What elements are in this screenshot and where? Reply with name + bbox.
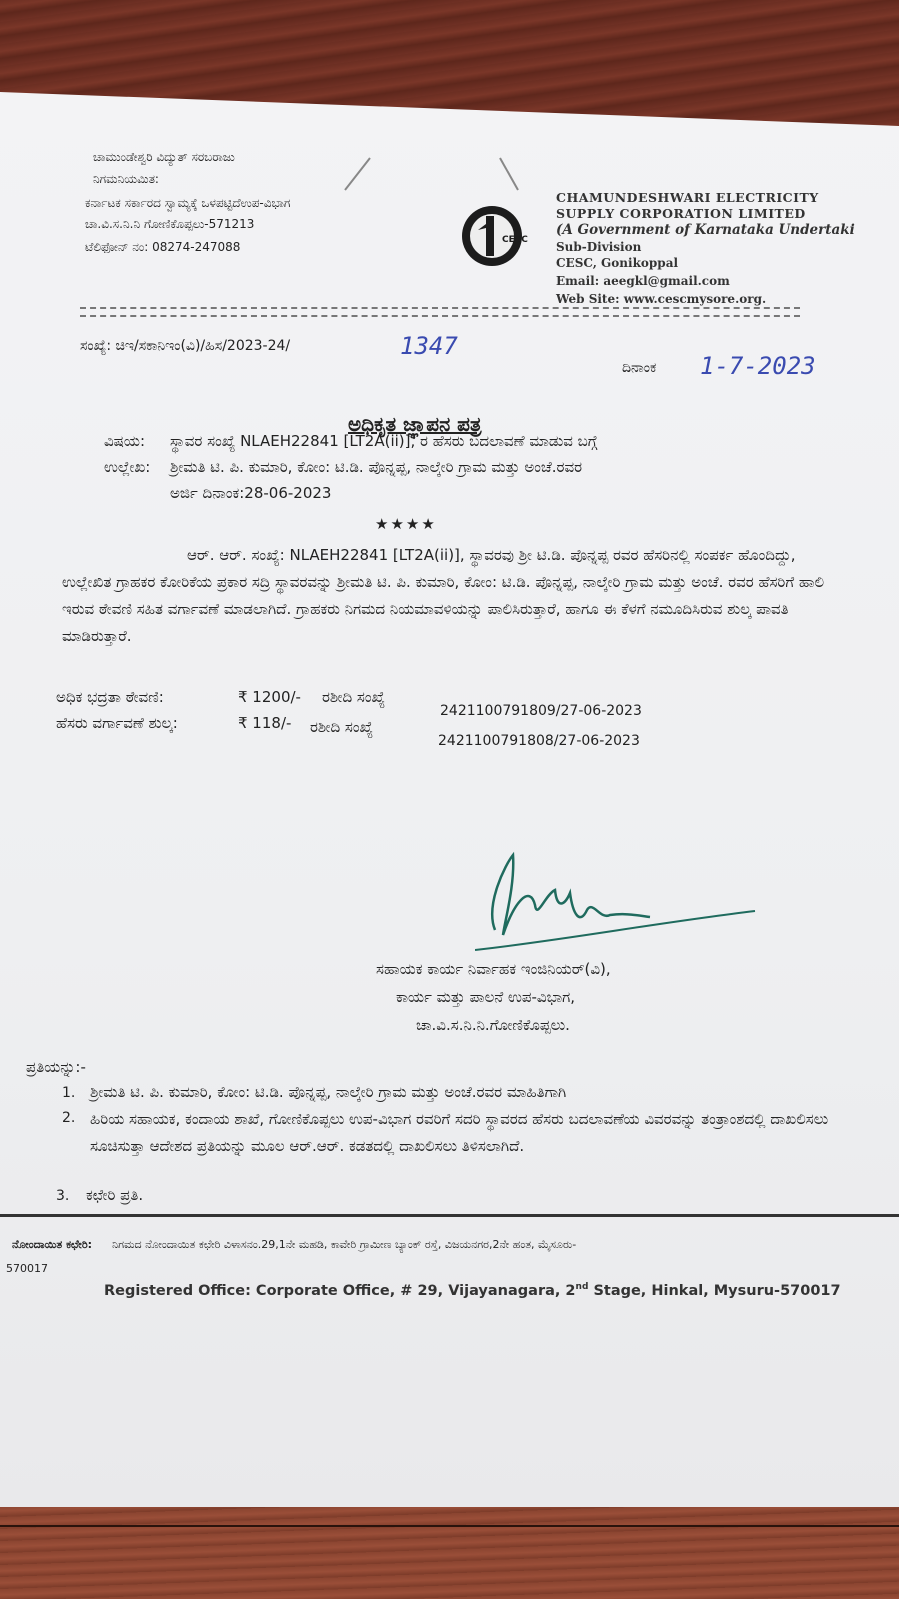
- pen-marks: [330, 150, 550, 200]
- footer-kn-label: ನೋಂದಾಯಿತ ಕಛೇರಿ:: [12, 1238, 93, 1251]
- footer-en-pre: Registered Office: Corporate Office, # 29, Vijayanagara, 2: [104, 1282, 576, 1299]
- fee-deposit-receipt-label: ರಶೀದಿ ಸಂಖ್ಯೆ: [322, 688, 386, 706]
- letterhead-kn-line-3: ಕರ್ನಾಟಕ ಸರ್ಕಾರದ ಸ್ವಾಮ್ಯಕ್ಕೆ ಒಳಪಟ್ಟಿದೆಉಪ-ವಿಭಾಗ: [85, 196, 291, 210]
- footer-en-sup: nd: [575, 1282, 589, 1292]
- memo-title: ಅಧಿಕೃತ ಜ್ಞಾಪನ ಪತ್ರ: [348, 412, 482, 436]
- date-handwritten: 1-7-2023: [700, 352, 816, 380]
- fee-transfer-receipt: 242110079​1808/27-06-2023: [438, 733, 640, 749]
- copy-item-text: ಕಛೇರಿ ಪ್ರತಿ.: [86, 1186, 144, 1204]
- footer-registered-office: [104, 1282, 841, 1299]
- footer-kn-address: ನಿಗಮದ ನೋಂದಾಯಿತ ಕಛೇರಿ ವಿಳಾಸನಂ.29,1ನೇ ಮಹಡಿ, ಕಾವೇರಿ ಗ್ರಾಮೀಣ ಬ್ಯಾಂಕ್ ರಸ್ತೆ, ವಿಜಯನಗರ,2ನೇ ಹಂತ, ಮೈಸೂರು-: [112, 1238, 577, 1251]
- copy-item-number: 2.: [62, 1110, 76, 1126]
- fee-transfer-receipt-label: ರಶೀದಿ ಸಂಖ್ಯೆ: [310, 718, 374, 736]
- svg-text:CESC: CESC: [502, 235, 528, 245]
- header-divider-1: [80, 307, 800, 309]
- cesc-logo-icon: [456, 200, 528, 272]
- footer-divider: [0, 1214, 899, 1217]
- signatory-office: ಕಾರ್ಯ ಮತ್ತು ಪಾಲನೆ ಉಪ-ವಿಭಾಗ,: [396, 988, 576, 1006]
- copy-item-number: 1.: [62, 1085, 76, 1101]
- footer-kn-pin: 570017: [6, 1262, 48, 1275]
- letterhead-kn-line-5: ಟೆಲಿಫೋನ್ ನಂ: 08274-247088: [85, 240, 241, 254]
- copy-item-text: ಹಿರಿಯ ಸಹಾಯಕ, ಕಂದಾಯ ಶಾಖೆ, ಗೋಣಿಕೊಪ್ಪಲು ಉಪ-ವಿಭಾಗ ರವರಿಗೆ ಸದರಿ ಸ್ಥಾವರದ ಹೆಸರು ಬದಲಾವಣೆಯ ವಿವರವನ್ನು ತಂತ್ರಾಂಶದಲ್ಲಿ ದಾಖಲಿಸಲು ಸೂಚಿಸುತ್ತಾ ಆದೇಶದ ಪ್ರತಿಯನ್ನು ಮೂಲ ಆರ್.ಆರ್. ಕಡತದಲ್ಲಿ ದಾಖಲಿಸಲು ತಿಳಿಸಲಾಗಿದೆ.: [90, 1110, 829, 1155]
- reference-number-handwritten: 1347: [400, 332, 458, 360]
- table-edge: [0, 1525, 899, 1527]
- copies-heading: ಪ್ರತಿಯನ್ನು:-: [26, 1058, 86, 1076]
- letterhead-en-line-4: Sub-Division: [556, 240, 642, 254]
- header-divider-2: [80, 315, 800, 317]
- fee-deposit-amount: ₹ 1200/-: [238, 688, 301, 706]
- signatory-location: ಚಾ.ವಿ.ಸ.ನಿ.ನಿ.ಗೋಣಿಕೊಪ್ಪಲು.: [416, 1016, 570, 1034]
- letterhead-kn-line-4: ಚಾ.ವಿ.ಸ.ನಿ.ನಿ ಗೋಣಿಕೊಪ್ಪಲು-571213: [85, 217, 255, 231]
- fee-transfer-amount: ₹ 118/-: [238, 714, 292, 732]
- copy-item-number: 3.: [56, 1188, 70, 1204]
- fee-transfer-label: ಹೆಸರು ವರ್ಗಾವಣೆ ಶುಲ್ಕ:: [56, 714, 178, 732]
- footer-en-post: Stage, Hinkal, Mysuru-570017: [588, 1282, 841, 1299]
- letterhead-en-line-1: CHAMUNDESHWARI ELECTRICITY: [556, 190, 819, 205]
- body-paragraph: [62, 542, 842, 650]
- date-label: ದಿನಾಂಕ: [622, 360, 657, 376]
- reference-line-1: ಶ್ರೀಮತಿ ಟಿ. ಪಿ. ಕುಮಾರಿ, ಕೋಂ: ಟಿ.ಡಿ. ಪೊನ್ನಪ್ಪ, ನಾಲ್ಕೇರಿ ಗ್ರಾಮ ಮತ್ತು ಅಂಚೆ.ರವರ: [170, 458, 583, 476]
- letterhead-en-line-3: (A Government of Karnataka Undertaki: [556, 222, 855, 238]
- signatory-designation: ಸಹಾಯಕ ಕಾರ್ಯ ನಿರ್ವಾಹಕ ಇಂಜಿನಿಯರ್(ವಿ),: [376, 960, 611, 978]
- subject-text: ಸ್ಥಾವರ ಸಂಖ್ಯೆ NLAEH22841 [LT2A(ii)], ರ ಹೆಸರು ಬದಲಾವಣೆ ಮಾಡುವ ಬಗ್ಗೆ: [170, 432, 598, 450]
- separator-stars: ★★★★: [375, 515, 437, 533]
- letterhead-kn-line-1: ಚಾಮುಂಡೇಶ್ವರಿ ವಿದ್ಯುತ್ ಸರಬರಾಜು: [93, 150, 235, 164]
- copy-item-text: ಶ್ರೀಮತಿ ಟಿ. ಪಿ. ಕುಮಾರಿ, ಕೋಂ: ಟಿ.ಡಿ. ಪೊನ್ನಪ್ಪ, ನಾಲ್ಕೇರಿ ಗ್ರಾಮ ಮತ್ತು ಅಂಚೆ.ರವರ ಮಾಹಿತಿಗಾಗಿ: [90, 1083, 567, 1101]
- body-text: ಆರ್. ಆರ್. ಸಂಖ್ಯೆ: NLAEH22841 [LT2A(ii)], ಸ್ಥಾವರವು ಶ್ರೀ ಟಿ.ಡಿ. ಪೊನ್ನಪ್ಪ ರವರ ಹೆಸರಿನಲ್ಲಿ ಸಂಪರ್ಕ ಹೊಂದಿದ್ದು, ಉಲ್ಲೇಖಿತ ಗ್ರಾಹಕರ ಕೋರಿಕೆಯ ಪ್ರಕಾರ ಸದ್ರಿ ಸ್ಥಾವರವನ್ನು ಶ್ರೀಮತಿ ಟಿ. ಪಿ. ಕುಮಾರಿ, ಕೋಂ: ಟಿ.ಡಿ. ಪೊನ್ನಪ್ಪ, ನಾಲ್ಕೇರಿ ಗ್ರಾಮ ಮತ್ತು ಅಂಚೆ. ರವರ ಹೆಸರಿಗೆ ಹಾಲಿ ಇರುವ ಠೇವಣಿ ಸಹಿತ ವರ್ಗಾವಣೆ ಮಾಡಲಾಗಿದೆ. ಗ್ರಾಹಕರು ನಿಗಮದ ನಿಯಮಾವಳಿಯನ್ನು ಪಾಲಿಸಿರುತ್ತಾರೆ, ಹಾಗೂ ಈ ಕೆಳಗೆ ನಮೂದಿಸಿರುವ ಶುಲ್ಕ ಪಾವತಿ ಮಾಡಿರುತ್ತಾರೆ.: [62, 546, 825, 645]
- subject-label: ವಿಷಯ:: [104, 432, 145, 450]
- letterhead-website: Web Site: www.cescmysore.org.: [556, 292, 767, 306]
- handwritten-signature: [475, 845, 765, 955]
- reference-line-2: ಅರ್ಜಿ ದಿನಾಂಕ:28-06-2023: [170, 484, 332, 502]
- reference-label: ಉಲ್ಲೇಖ:: [104, 458, 151, 476]
- letterhead-kn-line-2: ನಿಗಮನಿಯಮಿತ:: [93, 172, 159, 186]
- wooden-table-bottom: [0, 1505, 899, 1599]
- letterhead-en-line-2: SUPPLY CORPORATION LIMITED: [556, 206, 806, 221]
- reference-number: ಸಂಖ್ಯೆ: ಚಿಇ/ಸಕಾನಿಇಂ(ವಿ)/ಹಿಸ/2023-24/: [80, 338, 291, 354]
- letterhead-en-line-5: CESC, Gonikoppal: [556, 256, 679, 270]
- fee-deposit-label: ಅಧಿಕ ಭದ್ರತಾ ಠೇವಣಿ:: [56, 688, 164, 706]
- letterhead-email: Email: aeegkl@gmail.com: [556, 274, 730, 288]
- fee-deposit-receipt: 242110079​1809/27-06-2023: [440, 703, 642, 719]
